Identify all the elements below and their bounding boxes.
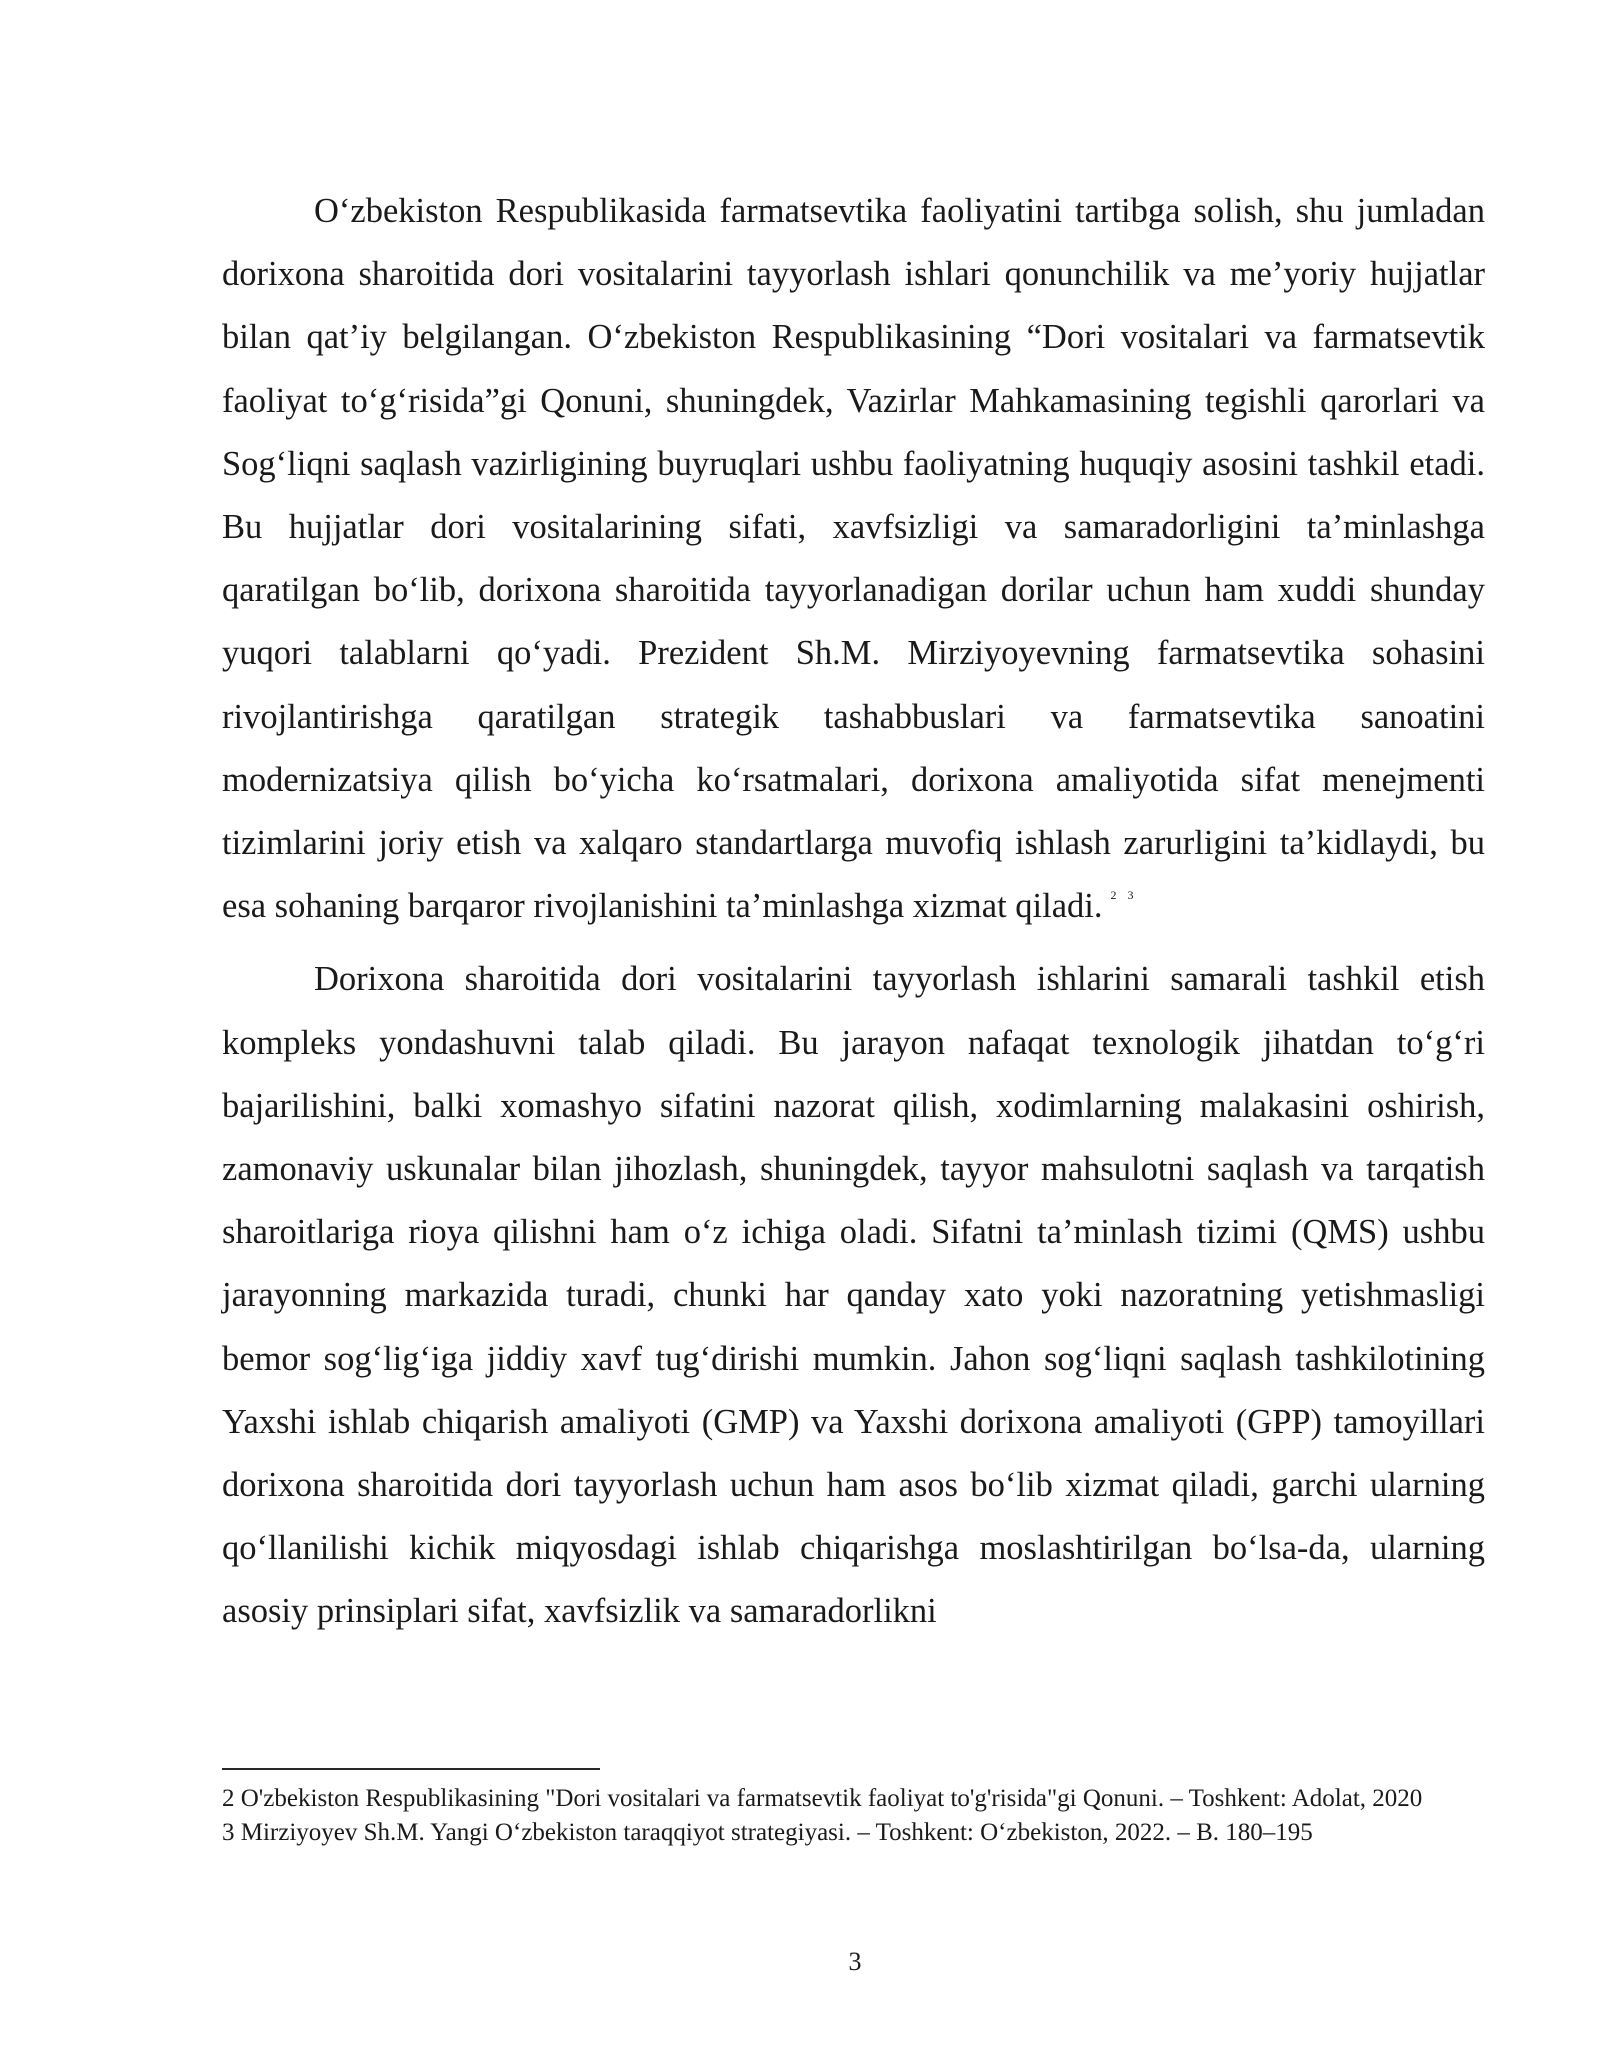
footnote-reference[interactable]: 2 3 xyxy=(1110,888,1138,903)
paragraph-1-text: O‘zbekiston Respublikasida farmatsevtika faoliyatini tartibga solish, shu jumladan dorixona sharoitida dori vositalarini tayyorlash ishlari qonunchilik va me’yoriy hujjatlar bilan qat’iy belgilangan. O‘zbekiston Respublikasining “Dori vositalari va farmatsevtik faoliyat to‘g‘risida”gi Qonuni, shuningdek, Vazirlar Mahkamasining tegishli qarorlari va Sog‘liqni saqlash vazirligining buyruqlari ushbu faoliyatning huquqiy asosini tashkil etadi. Bu hujjatlar dori vositalarining sifati, xavfsizligi va samaradorligini ta’minlashga qaratilgan bo‘lib, dorixona sharoitida tayyorlanadigan dorilar uchun ham xuddi shunday yuqori talablarni qo‘yadi. Prezident Sh.M. Mirziyoyevning farmatsevtika sohasini rivojlantirishga qaratilgan strategik tashabbuslari va farmatsevtika sanoatini modernizatsiya qilish bo‘yicha ko‘rsatmalari, dorixona amaliyotida sifat menejmenti tizimlarini joriy etish va xalqaro standartlarga muvofiq ishlash zarurligini ta’kidlaydi, bu esa sohaning barqaror rivojlanishini ta’minlashga xizmat qiladi. xyxy=(222,192,1485,926)
footnote-separator xyxy=(222,1768,600,1770)
paragraph-2 xyxy=(222,948,1485,1643)
footnote-3: 3 Mirziyoyev Sh.M. Yangi O‘zbekiston taraqqiyot strategiyasi. – Toshkent: O‘zbekiston, 2022. – B. 180–195 xyxy=(222,1818,1313,1846)
page-number: 3 xyxy=(848,1947,862,1976)
paragraph-1 xyxy=(222,180,1485,938)
paragraph-2-text: Dorixona sharoitida dori vositalarini tayyorlash ishlarini samarali tashkil etish kompleks yondashuvni talab qiladi. Bu jarayon nafaqat texnologik jihatdan to‘g‘ri bajarilishini, balki xomashyo sifatini nazorat qilish, xodimlarning malakasini oshirish, zamonaviy uskunalar bilan jihozlash, shuningdek, tayyor mahsulotni saqlash va tarqatish sharoitlariga rioya qilishni ham o‘z ichiga oladi. Sifatni ta’minlash tizimi (QMS) ushbu jarayonning markazida turadi, chunki har qanday xato yoki nazoratning yetishmasligi bemor sog‘lig‘iga jiddiy xavf tug‘dirishi mumkin. Jahon sog‘liqni saqlash tashkilotining Yaxshi ishlab chiqarish amaliyoti (GMP) va Yaxshi dorixona amaliyoti (GPP) tamoyillari dorixona sharoitida dori tayyorlash uchun ham asos bo‘lib xizmat qiladi, garchi ularning qo‘llanilishi kichik miqyosdagi ishlab chiqarishga moslashtirilgan bo‘lsa-da, ularning asosiy prinsiplari sifat, xavfsizlik va samaradorlikni xyxy=(222,960,1485,1631)
footnote-2: 2 O'zbekiston Respublikasining "Dori vositalari va farmatsevtik faoliyat to'g'risida"gi Qonuni. – Toshkent: Adolat, 2020 xyxy=(222,1785,1423,1812)
footnotes xyxy=(222,1782,1485,1849)
body-text xyxy=(222,180,1485,1654)
